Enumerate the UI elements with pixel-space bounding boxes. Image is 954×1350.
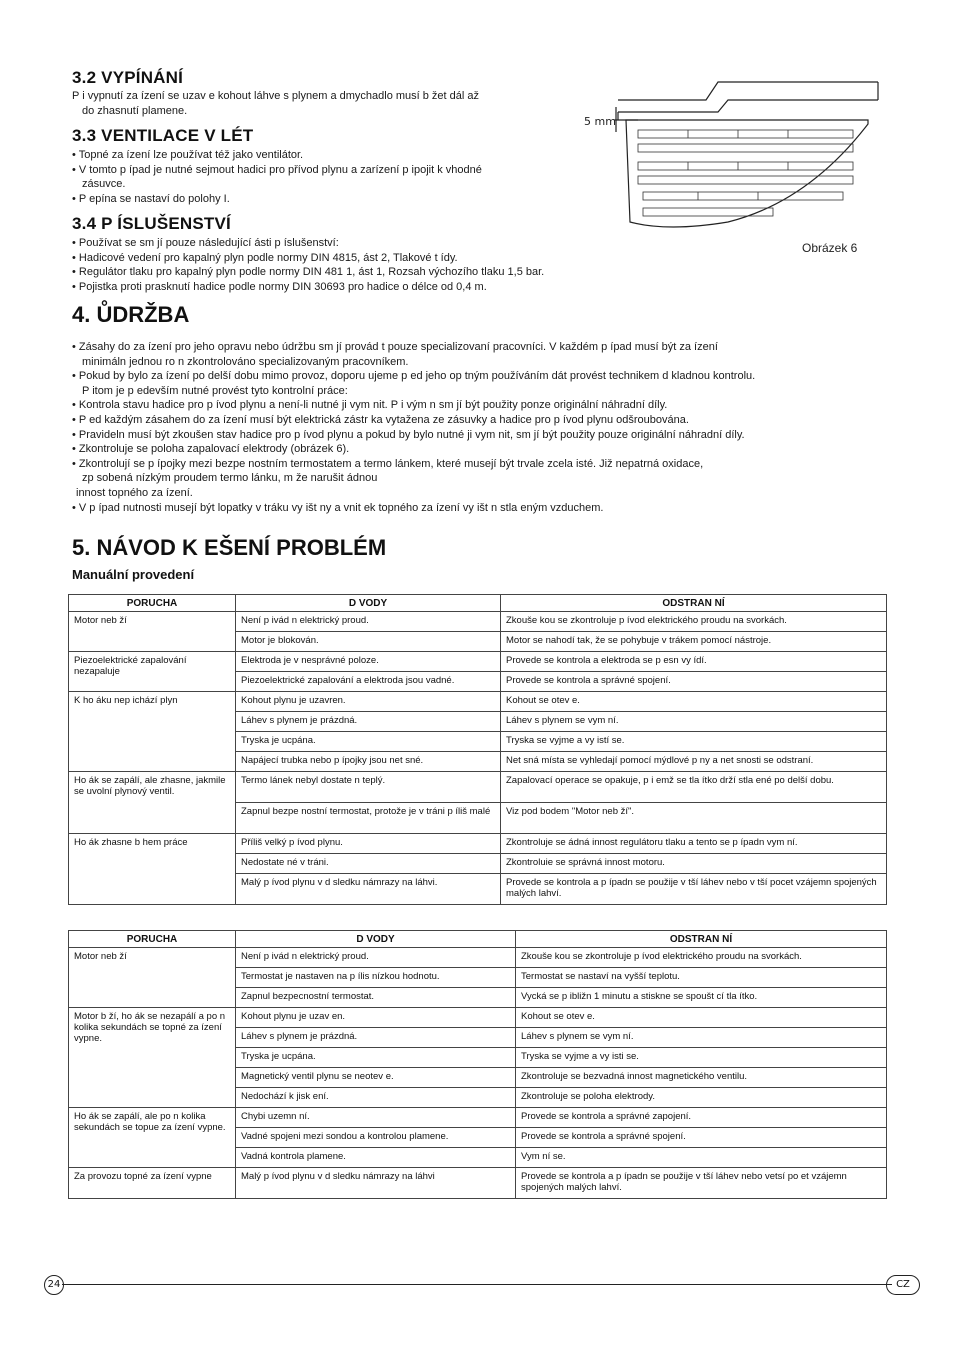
fault-cell: Motor b ží, ho ák se nezapálí a po n kolika sekundách se topné za ízení vypne. xyxy=(69,1008,236,1108)
troubleshooting-table-manual xyxy=(68,594,887,905)
cause-cell: Zapnul bezpe nostní termostat, protože je v tráni p íliš malé xyxy=(236,803,501,834)
text-line: • Zkontroluje se poloha zapalovací elektrody (obrázek 6). xyxy=(72,443,350,456)
cause-cell: Elektroda je v nesprávné poloze. xyxy=(236,652,501,672)
fault-cell: K ho áku nep ichází plyn xyxy=(69,692,236,772)
section-4-text xyxy=(72,340,755,515)
language-badge: CZ xyxy=(886,1275,920,1295)
figure-dimension-label: 5 mm xyxy=(584,115,616,128)
remedy-cell: Provede se kontrola a správné zapojení. xyxy=(516,1108,887,1128)
section-3-4-text xyxy=(72,236,544,294)
table-row xyxy=(69,652,887,672)
cause-cell: Malý p ívod plynu v d sledku námrazy na láhvi. xyxy=(236,874,501,905)
section-5-subtitle: Manuální provedení xyxy=(72,567,195,582)
text-line: • Pravideln musí být zkoušen stav hadice pro p ívod plynu a pokud by bylo nutné ji vym nit, sm jí být použity pouze originální náhradní díly. xyxy=(72,428,745,441)
remedy-cell: Provede se kontrola a elektroda se p esn vy ídí. xyxy=(501,652,887,672)
text-line: • Používat se sm jí pouze následující ásti p íslušenství: xyxy=(72,237,339,249)
remedy-cell: Zkontroluie se správná innost motoru. xyxy=(501,854,887,874)
column-header-fault: PORUCHA xyxy=(69,931,236,948)
text-line: zp sobená nízkým proudem termo lánku, m že narušit ádnou xyxy=(82,472,378,485)
column-header-fault: PORUCHA xyxy=(69,595,236,612)
cause-cell: Termostat je nastaven na p ílis nízkou hodnotu. xyxy=(236,968,516,988)
cause-cell: Láhev s plynem je prázdná. xyxy=(236,712,501,732)
text-line: • V tomto p ípad je nutné sejmout hadici pro přívod plynu a zarízení p ipojit k vhodné xyxy=(72,163,482,176)
fault-cell: Motor neb ží xyxy=(69,948,236,1008)
cause-cell: Termo lánek nebyl dostate n teplý. xyxy=(236,772,501,803)
cause-cell: Vadné spojeni mezi sondou a kontrolou plamene. xyxy=(236,1128,516,1148)
text-line: • Zkontrolují se p ípojky mezi bezpe nostním termostatem a termo lánkem, které musejí být trvale zcela isté. Již nepatrná oxidace, xyxy=(72,457,704,470)
remedy-cell: Tryska se vyjme a vy istí se. xyxy=(501,732,887,752)
text-line: • Zásahy do za ízení pro jeho opravu nebo údržbu sm jí provád t pouze specializovaní pracovníci. V každém p ípad musí být za ízení xyxy=(72,341,718,353)
table-row xyxy=(69,612,887,632)
column-header-cause: D VODY xyxy=(236,931,516,948)
section-title-3-2: 3.2 VYPÍNÁNÍ xyxy=(72,68,184,87)
figure-caption: Obrázek 6 xyxy=(802,241,858,255)
fault-cell: Ho ák zhasne b hem práce xyxy=(69,834,236,905)
fault-cell: Ho ák se zapálí, ale po n kolika sekundách se topue za ízení vypne. xyxy=(69,1108,236,1168)
cause-cell: Příliš velký p ívod plynu. xyxy=(236,834,501,854)
column-header-cause: D VODY xyxy=(236,595,501,612)
cause-cell: Tryska je ucpána. xyxy=(236,732,501,752)
column-header-remedy: ODSTRAN NÍ xyxy=(501,595,887,612)
remedy-cell: Provede se kontrola a správné spojení. xyxy=(501,672,887,692)
text-line: • V p ípad nutnosti musejí být lopatky v tráku vy išt ny a vnit ek topného za ízení vy išt n stla eným vzduchem. xyxy=(72,501,604,514)
cause-cell: Nedochází k jisk ení. xyxy=(236,1088,516,1108)
text-line: • Kontrola stavu hadice pro p ívod plynu a není-li nutné ji vym nit. P i vým n sm jí být použity ponze originální náhradní díly. xyxy=(72,399,668,412)
cause-cell: Magnetický ventil plynu se neotev e. xyxy=(236,1068,516,1088)
remedy-cell: Zkouše kou se zkontroluje p ívod elektrického proudu na svorkách. xyxy=(516,948,887,968)
cause-cell: Chybi uzemn ní. xyxy=(236,1108,516,1128)
cause-cell: Láhev s plynem je prázdná. xyxy=(236,1028,516,1048)
remedy-cell: Zkontroluje se ádná innost regulátoru tlaku a tento se p ípadn vym ní. xyxy=(501,834,887,854)
text-line: do zhasnutí plamene. xyxy=(82,104,188,117)
text-line: • P epína se nastaví do polohy I. xyxy=(72,192,230,205)
figure-6-illustration xyxy=(578,72,888,237)
text-line: • Regulátor tlaku pro kapalný plyn podle normy DIN 481 1, ást 1, Rozsah výchozího tlaku 1,5 bar. xyxy=(72,266,545,279)
text-line: minimáln jednou ro n zkontrolováno specializovaným pracovníkem. xyxy=(82,355,409,368)
fault-cell: Ho ák se zapálí, ale zhasne, jakmile se uvolní plynový ventil. xyxy=(69,772,236,834)
remedy-cell: Tryska se vyjme a vy isti se. xyxy=(516,1048,887,1068)
remedy-cell: Provede se kontrola a p ípadn se použije v tší láhev nebo v tší pocet vzájemn spojených malých lahví. xyxy=(501,874,887,905)
cause-cell: Vadná kontrola plamene. xyxy=(236,1148,516,1168)
table-row xyxy=(69,948,887,968)
remedy-cell: Motor se nahodí tak, že se pohybuje v trákem pomocí nástroje. xyxy=(501,632,887,652)
table-row xyxy=(69,834,887,854)
table-row xyxy=(69,772,887,803)
remedy-cell: Vycká se p ibližn 1 minutu a stiskne se spoušt cí tla ítko. xyxy=(516,988,887,1008)
page-number: 24 xyxy=(44,1275,64,1295)
section-title-4: 4. ŮDRŽBA xyxy=(72,302,190,327)
remedy-cell: Kohout se otev e. xyxy=(516,1008,887,1028)
cause-cell: Piezoelektrické zapalování a elektroda jsou vadné. xyxy=(236,672,501,692)
fault-cell: Piezoelektrické zapalování nezapaluje xyxy=(69,652,236,692)
remedy-cell: Zapalovací operace se opakuje, p i emž se tla ítko drží stla ené po delší dobu. xyxy=(501,772,887,803)
remedy-cell: Viz pod bodem "Motor neb ží". xyxy=(501,803,887,834)
text-line: • Topné za ízení lze používat též jako ventilátor. xyxy=(72,149,304,161)
text-line: • Hadicové vedení pro kapalný plyn podle normy DIN 4815, ást 2, Tlakové t ídy. xyxy=(72,251,458,264)
remedy-cell: Termostat se nastaví na vyšší teplotu. xyxy=(516,968,887,988)
troubleshooting-table-automatic xyxy=(68,930,887,1199)
fault-cell: Za provozu topné za ízení vypne xyxy=(69,1168,236,1199)
text-line: P i vypnutí za ízení se uzav e kohout láhve s plynem a dmychadlo musí b žet dál až xyxy=(72,90,480,102)
cause-cell: Tryska je ucpána. xyxy=(236,1048,516,1068)
section-title-3-4: 3.4 P ÍSLUŠENSTVÍ xyxy=(72,214,231,233)
table-row xyxy=(69,1168,887,1199)
cause-cell: Zapnul bezpecnostní termostat. xyxy=(236,988,516,1008)
text-line: • Pokud by bylo za ízení po delší dobu mimo provoz, doporu ujeme p ed jeho op tným používáním dát provést technikem d kladnou kontrolu. xyxy=(72,370,756,383)
remedy-cell: Láhev s plynem se vym ní. xyxy=(501,712,887,732)
cause-cell: Napájecí trubka nebo p ípojky jsou net sné. xyxy=(236,752,501,772)
text-line: • P ed každým zásahem do za ízení musí být elektrická zástr ka vytažena ze zásuvky a hadice pro p ívod plynu odšroubována. xyxy=(72,413,689,426)
remedy-cell: Zkontroluje se poloha elektrody. xyxy=(516,1088,887,1108)
cause-cell: Není p ivád n elektrický proud. xyxy=(236,948,516,968)
table-row xyxy=(69,692,887,712)
cause-cell: Není p ivád n elektrický proud. xyxy=(236,612,501,632)
column-header-remedy: ODSTRAN NÍ xyxy=(516,931,887,948)
cause-cell: Motor je blokován. xyxy=(236,632,501,652)
remedy-cell: Vym ní se. xyxy=(516,1148,887,1168)
remedy-cell: Provede se kontrola a p ípadn se použije v tší láhev nebo vetsí po et vzájemn spojených malých lahví. xyxy=(516,1168,887,1199)
section-title-5: 5. NÁVOD K EŠENÍ PROBLÉM xyxy=(72,535,387,560)
text-line: P itom je p edevším nutné provést tyto kontrolní práce: xyxy=(82,384,348,397)
cause-cell: Kohout plynu je uzav en. xyxy=(236,1008,516,1028)
text-line: • Pojistka proti prasknutí hadice podle normy DIN 30693 pro hadice o délce od 0,4 m. xyxy=(72,280,487,293)
remedy-cell: Kohout se otev e. xyxy=(501,692,887,712)
footer-rule xyxy=(62,1284,892,1285)
section-3-3-text xyxy=(72,148,482,206)
cause-cell: Nedostate né v tráni. xyxy=(236,854,501,874)
section-title-3-3: 3.3 VENTILACE V LÉT xyxy=(72,126,254,145)
section-3-2-text xyxy=(72,89,479,118)
fault-cell: Motor neb ží xyxy=(69,612,236,652)
cause-cell: Kohout plynu je uzavren. xyxy=(236,692,501,712)
table-row xyxy=(69,1008,887,1028)
cause-cell: Malý p ívod plynu v d sledku námrazy na láhvi xyxy=(236,1168,516,1199)
remedy-cell: Provede se kontrola a správné spojení. xyxy=(516,1128,887,1148)
remedy-cell: Net sná místa se vyhledají pomocí mýdlové p ny a net snosti se odstraní. xyxy=(501,752,887,772)
table-row xyxy=(69,1108,887,1128)
text-line: innost topného za ízení. xyxy=(76,486,193,499)
remedy-cell: Láhev s plynem se vym ní. xyxy=(516,1028,887,1048)
text-line: zásuvce. xyxy=(82,178,126,191)
remedy-cell: Zkontroluje se bezvadná innost magnetického ventilu. xyxy=(516,1068,887,1088)
remedy-cell: Zkouše kou se zkontroluje p ívod elektrického proudu na svorkách. xyxy=(501,612,887,632)
